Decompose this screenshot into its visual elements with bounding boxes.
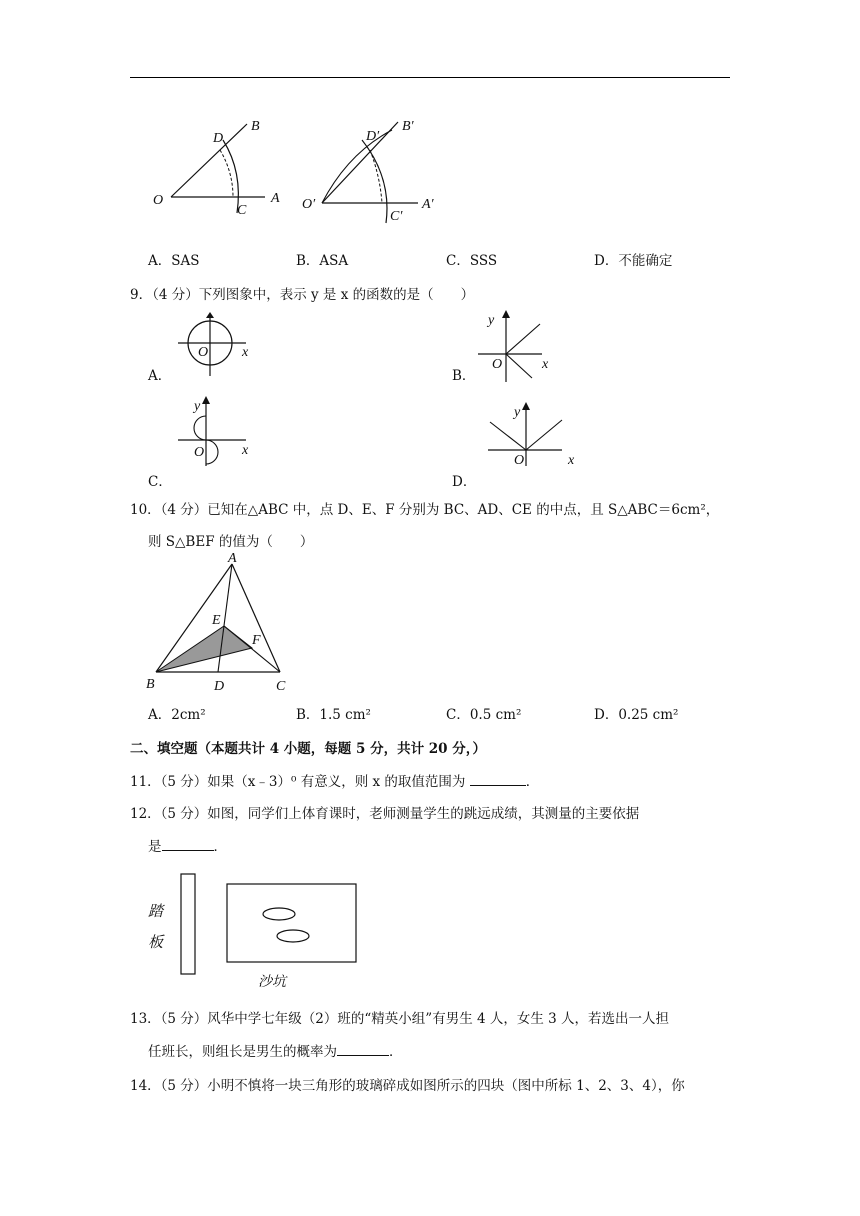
q10-label-c: C — [276, 679, 286, 694]
q12-text-before: 是 — [148, 839, 162, 855]
q10-stem-line2: 则 S△BEF 的值为（ ） — [148, 534, 314, 550]
q8-label-o: O — [153, 193, 164, 208]
q8-option-b: B．ASA — [296, 253, 349, 269]
q9-option-a-letter: A． — [148, 368, 172, 384]
q10-option-a: A．2cm² — [148, 707, 206, 723]
q8-label-a: A — [271, 191, 280, 206]
q9b-label-x: x — [542, 357, 549, 372]
q8-label-a-prime: A′ — [422, 197, 434, 212]
q9a-label-o: O — [198, 345, 209, 360]
q8-figure-angle-aob — [145, 110, 295, 220]
q9d-label-o: O — [514, 453, 525, 468]
q12-pit-label: 沙坑 — [258, 975, 286, 990]
q9-graph-b-lines — [476, 308, 566, 384]
q8-figure-angle-a2o2b2 — [298, 108, 448, 226]
q11-line — [130, 770, 539, 790]
section-2-title: 二、填空题（本题共计 4 小题，每题 5 分，共计 20 分，） — [130, 741, 487, 757]
q10-option-b: B．1.5 cm² — [296, 707, 371, 723]
q8-label-d-prime: D′ — [366, 129, 380, 144]
q12-board-char2: 板 — [148, 935, 164, 951]
q12-text-after: ． — [213, 839, 227, 855]
header-rule — [130, 77, 730, 78]
q9-option-c-letter: C． — [148, 474, 172, 490]
q9-stem: 9．（4 分）下列图象中，表示 y 是 x 的函数的是（ ） — [130, 287, 475, 303]
q9c-label-x: x — [242, 443, 249, 458]
q8-label-c: C — [237, 203, 247, 218]
q14-line1: 14．（5 分）小明不慎将一块三角形的玻璃碎成如图所示的四块（图中所标 1、2、3、4），你 — [130, 1078, 685, 1094]
q9a-label-x: x — [242, 345, 249, 360]
q13-answer-blank[interactable] — [337, 1041, 389, 1056]
q8-label-o-prime: O′ — [302, 197, 316, 212]
q10-label-a: A — [228, 552, 237, 566]
q12-long-jump-figure — [140, 868, 370, 994]
q9b-label-o: O — [492, 357, 503, 372]
q8-label-d: D — [213, 131, 224, 146]
q10-option-c: C．0.5 cm² — [446, 707, 522, 723]
q8-option-a: A．SAS — [148, 253, 200, 269]
q12-answer-blank[interactable] — [162, 836, 214, 851]
q11-answer-blank[interactable] — [470, 771, 526, 786]
q9c-label-o: O — [194, 445, 205, 460]
q13-text-after: ． — [389, 1044, 403, 1060]
q13-text-before: 任班长，则组长是男生的概率为 — [148, 1044, 337, 1060]
q9-option-b-letter: B． — [452, 368, 476, 384]
q9d-label-x: x — [568, 453, 575, 468]
q9b-label-y: y — [488, 313, 495, 328]
q11-text-before: 11．（5 分）如果（x﹣3）⁰ 有意义，则 x 的取值范围为 — [130, 774, 470, 790]
q10-stem-line1: 10．（4 分）已知在△ABC 中，点 D、E、F 分别为 BC、AD、CE 的中点，且 S△ABC＝6cm²， — [130, 502, 720, 518]
q8-label-b-prime: B′ — [402, 119, 414, 134]
q10-label-f: F — [252, 633, 261, 648]
q13-line1: 13．（5 分）风华中学七年级（2）班的“精英小组”有男生 4 人，女生 3 人，若选出一人担 — [130, 1011, 670, 1027]
q9-option-d-letter: D． — [452, 474, 477, 490]
q9-graph-d-v-shape — [486, 400, 586, 470]
q8-option-d: D．不能确定 — [594, 253, 673, 269]
q12-board-char1: 踏 — [148, 904, 164, 920]
q10-label-b: B — [146, 677, 155, 692]
q12-line2 — [148, 835, 227, 855]
q9c-label-y: y — [194, 399, 201, 414]
q8-label-c-prime: C′ — [390, 209, 403, 224]
q10-triangle-figure — [140, 552, 300, 694]
q9-graph-a-circle — [176, 312, 262, 378]
q10-label-e: E — [212, 613, 221, 628]
q9-graph-c-semicircles — [176, 394, 262, 468]
q10-option-d: D．0.25 cm² — [594, 707, 679, 723]
q12-line1: 12．（5 分）如图，同学们上体育课时，老师测量学生的跳远成绩，其测量的主要依据 — [130, 806, 640, 822]
q8-label-b: B — [251, 119, 260, 134]
q8-option-c: C．SSS — [446, 253, 498, 269]
q9d-label-y: y — [514, 405, 521, 420]
q11-text-after: ． — [525, 774, 540, 790]
q10-label-d: D — [214, 679, 225, 694]
q13-line2 — [148, 1040, 403, 1060]
